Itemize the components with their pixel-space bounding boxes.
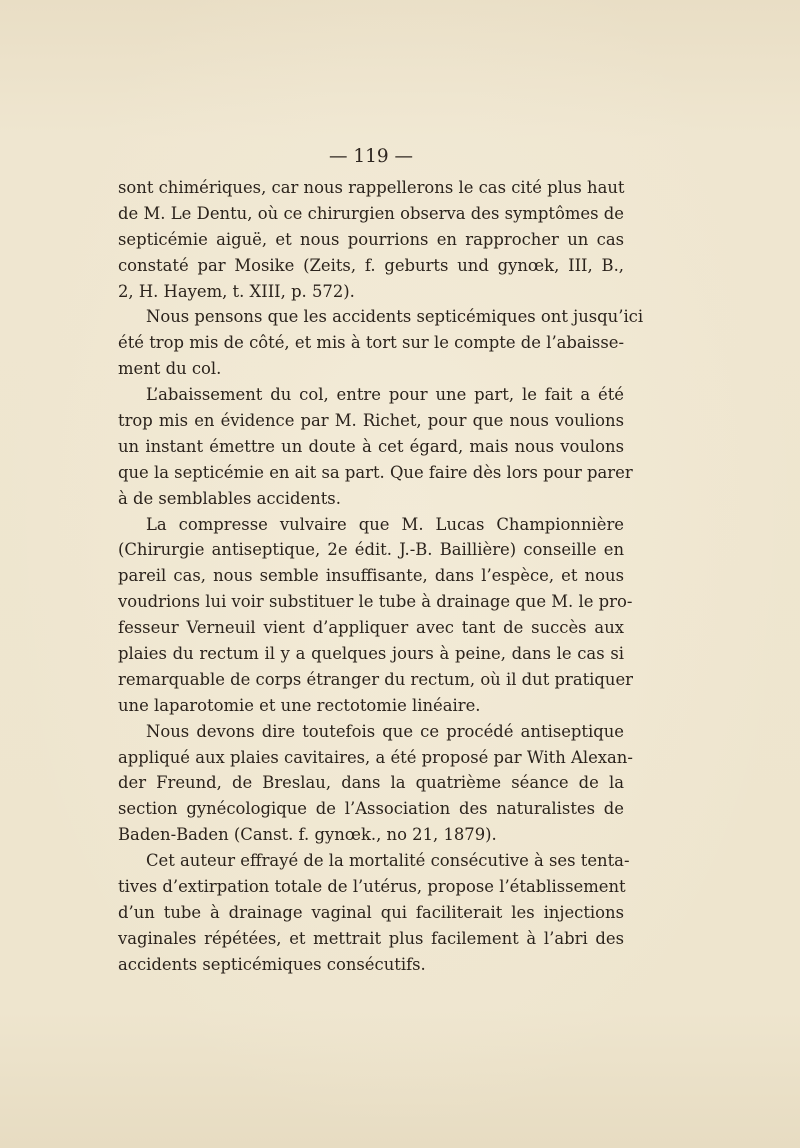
text-line: un instant émettre un doute à cet égard, mais nous voulons	[118, 436, 624, 456]
text-line: Nous devons dire toutefois que ce procédé antiseptique	[146, 721, 624, 741]
text-line: sont chimériques, car nous rappellerons le cas cité plus haut	[118, 178, 625, 197]
text-line: d’un tube à drainage vaginal qui faciliterait les injections	[118, 902, 624, 922]
text-line: que la septicémie en ait sa part. Que faire dès lors pour parer	[118, 462, 633, 482]
text-line: der Freund, de Breslau, dans la quatrième séance de la	[118, 773, 624, 793]
text-line: La compresse vulvaire que M. Lucas Championnière	[146, 514, 624, 534]
text-line: pareil cas, nous semble insuffisante, dans l’espèce, et nous	[118, 566, 624, 586]
text-line: constaté par Mosike (Zeits, f. geburts und gynœk, III, B.,	[118, 255, 624, 275]
text-line: accidents septicémiques consécutifs.	[118, 954, 426, 974]
text-line: ment du col.	[118, 359, 222, 379]
text-line: section gynécologique de l’Association des naturalistes de	[118, 799, 624, 819]
paragraph	[118, 304, 644, 382]
text-line: 2, H. Hayem, t. XIII, p. 572).	[118, 281, 355, 301]
text-line: Cet auteur effrayé de la mortalité consécutive à ses tenta-	[146, 851, 630, 871]
text-line: plaies du rectum il y a quelques jours à peine, dans le cas si	[118, 644, 624, 664]
text-line: été trop mis de côté, et mis à tort sur le compte de l’abaisse-	[118, 333, 624, 353]
text-line: tives d’extirpation totale de l’utérus, propose l’établissement	[118, 877, 626, 897]
paragraph	[118, 719, 633, 848]
text-line: voudrions lui voir substituer le tube à drainage que M. le pro-	[118, 592, 633, 612]
text-block	[118, 146, 644, 978]
text-line: (Chirurgie antiseptique, 2e édit. J.-B. Baillière) conseille en	[118, 540, 624, 560]
text-line: à de semblables accidents.	[118, 488, 341, 508]
text-line: L’abaissement du col, entre pour une part, le fait a été	[146, 385, 624, 405]
text-line: remarquable de corps étranger du rectum, où il dut pratiquer	[118, 669, 634, 689]
text-line: septicémie aiguë, et nous pourrions en rapprocher un cas	[118, 229, 624, 249]
paragraph	[118, 512, 634, 719]
text-line: vaginales répétées, et mettrait plus facilement à l’abri des	[118, 928, 624, 948]
text-line: fesseur Verneuil vient d’appliquer avec tant de succès aux	[118, 618, 624, 638]
paragraph	[118, 175, 624, 304]
paragraph	[118, 382, 633, 511]
text-line: Baden-Baden (Canst. f. gynœk., no 21, 1879).	[118, 825, 497, 845]
paragraph	[118, 848, 630, 977]
text-line: une laparotomie et une rectotomie linéaire.	[118, 695, 481, 715]
page-number-header: — 119 —	[328, 146, 414, 167]
text-line: trop mis en évidence par M. Richet, pour que nous voulions	[118, 411, 624, 431]
text-line: Nous pensons que les accidents septicémiques ont jusqu’ici	[146, 307, 644, 327]
text-line: appliqué aux plaies cavitaires, a été proposé par With Alexan-	[118, 747, 633, 767]
body-text	[118, 175, 644, 978]
text-line: de M. Le Dentu, où ce chirurgien observa des symptômes de	[118, 203, 624, 223]
